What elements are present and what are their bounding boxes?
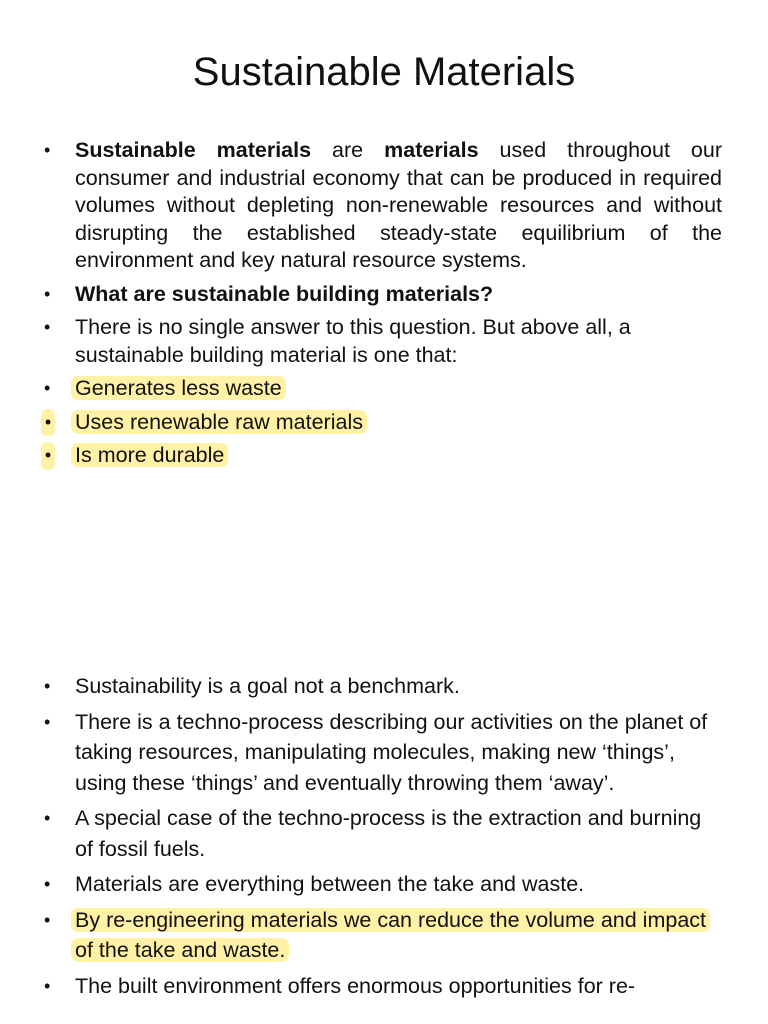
bullet-icon: • — [44, 676, 51, 696]
bullet-list-sustainability-goal — [44, 671, 722, 1006]
list-item-text: Sustainability is a goal not a benchmark. — [75, 674, 460, 698]
highlighted-text: Uses renewable raw materials — [71, 410, 367, 434]
bullet-icon: • — [44, 711, 51, 732]
list-item — [44, 281, 722, 309]
list-item — [44, 375, 722, 403]
list-item — [44, 314, 722, 369]
list-item — [44, 803, 722, 864]
list-item-text: A special case of the techno-process is the extraction and burning of fossil fuels. — [75, 806, 702, 861]
list-item — [44, 707, 722, 799]
list-item — [44, 137, 722, 275]
highlighted-bullet: • — [41, 442, 55, 470]
list-item-text: Materials are everything between the take and waste. — [75, 872, 585, 896]
bullet-icon: • — [44, 378, 51, 398]
bullet-icon: • — [44, 283, 51, 304]
bullet-icon: • — [44, 909, 51, 930]
bullet-icon: • — [44, 975, 51, 996]
list-item — [44, 442, 722, 470]
highlighted-bullet: • — [41, 409, 55, 437]
bullet-icon: • — [44, 874, 51, 894]
highlighted-text: Generates less waste — [71, 376, 286, 400]
list-item — [44, 971, 722, 1002]
bullet-icon — [44, 409, 56, 437]
list-item-text: There is a techno-process describing our activities on the planet of taking resources, manipulating molecules, making new ‘things’, using these ‘things’ and eventually throwing them ‘away’. — [75, 709, 708, 795]
bullet-icon: • — [44, 808, 51, 828]
highlighted-text: By re-engineering materials we can reduce the volume and impact of the take and waste. — [71, 908, 710, 963]
term-sustainable-materials: Sustainable materials — [75, 138, 312, 162]
bullet-list-sustainable-materials — [44, 137, 722, 476]
question-heading: What are sustainable building materials? — [75, 281, 494, 306]
term-materials: materials — [384, 138, 479, 162]
page-title: Sustainable Materials — [192, 50, 576, 94]
list-item — [44, 671, 722, 702]
list-item — [44, 869, 722, 900]
list-item — [44, 905, 722, 966]
text-fragment: are — [311, 138, 385, 162]
list-item — [44, 409, 722, 437]
list-item-text: The built environment offers enormous opportunities for re- — [75, 973, 636, 998]
bullet-icon: • — [44, 317, 51, 337]
text-fragment: used throughout our consumer and industrial economy that can be produced in required volumes without depleting non-renewable resources and without disrupting the established steady-state equilibrium of the environment and key natural resource systems. — [75, 138, 722, 272]
list-item-text: There is no single answer to this question. But above all, a sustainable building material is one that: — [75, 315, 631, 367]
bullet-icon — [44, 442, 56, 470]
bullet-icon: • — [44, 140, 51, 160]
highlighted-text: Is more durable — [71, 443, 228, 467]
